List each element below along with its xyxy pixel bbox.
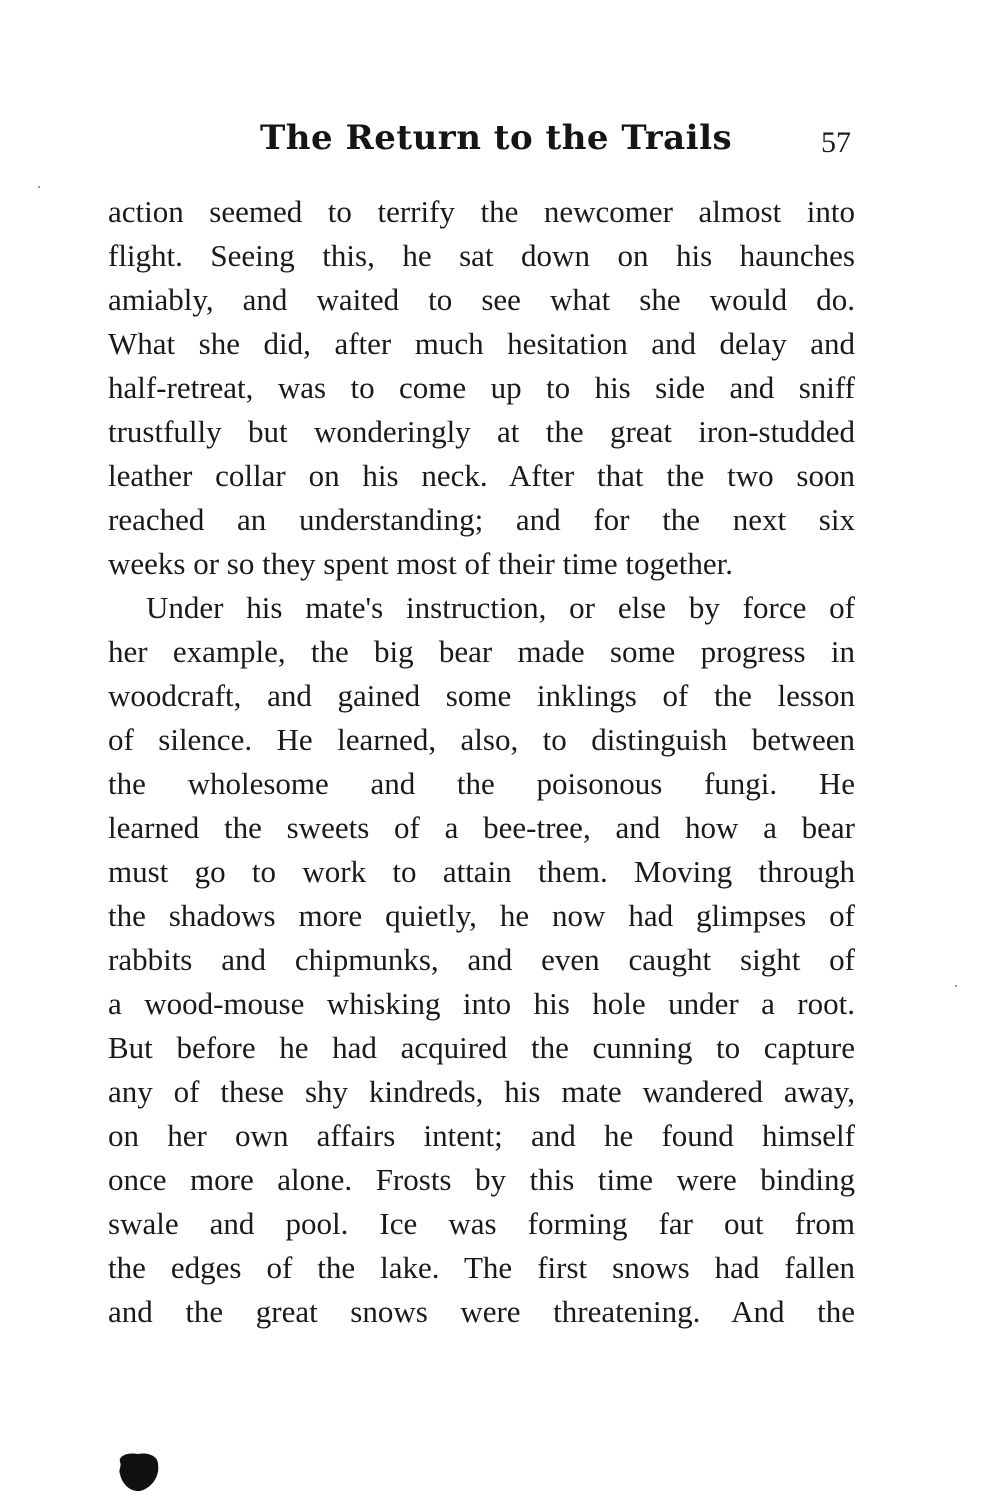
page-speck <box>955 985 957 987</box>
text-line: any of these shy kindreds, his mate wandered away, <box>108 1074 855 1109</box>
text-line: leather collar on his neck. After that the two soon <box>108 458 855 493</box>
text-line: amiably, and waited to see what she would do. <box>108 282 855 317</box>
text-line: once more alone. Frosts by this time were binding <box>108 1162 855 1197</box>
text-line: of silence. He learned, also, to distinguish between <box>108 722 855 757</box>
running-title: The Return to the Trails <box>260 118 733 158</box>
text-line: flight. Seeing this, he sat down on his haunches <box>108 238 855 273</box>
text-line: her example, the big bear made some progress in <box>108 634 855 669</box>
text-line: a wood-mouse whisking into his hole under a root. <box>108 986 855 1021</box>
text-line: But before he had acquired the cunning to capture <box>108 1030 855 1065</box>
text-line: half-retreat, was to come up to his side and sniff <box>108 370 855 405</box>
ink-blot-mark <box>116 1452 160 1492</box>
body-text <box>108 190 855 1334</box>
text-line: the wholesome and the poisonous fungi. He <box>108 766 855 801</box>
text-line: woodcraft, and gained some inklings of the lesson <box>108 678 855 713</box>
text-line: must go to work to attain them. Moving through <box>108 854 855 889</box>
text-line: action seemed to terrify the newcomer almost into <box>108 194 855 229</box>
page-speck <box>38 186 40 188</box>
text-line: on her own affairs intent; and he found himself <box>108 1118 855 1153</box>
running-head <box>108 118 855 168</box>
text-line: Under his mate's instruction, or else by force of <box>146 590 855 625</box>
text-line: swale and pool. Ice was forming far out from <box>108 1206 855 1241</box>
text-line: trustfully but wonderingly at the great iron-studded <box>108 414 855 449</box>
text-line: the shadows more quietly, he now had glimpses of <box>108 898 855 933</box>
text-line: rabbits and chipmunks, and even caught sight of <box>108 942 855 977</box>
text-line: weeks or so they spent most of their time together. <box>108 546 734 581</box>
text-line: and the great snows were threatening. And the <box>108 1294 855 1329</box>
text-line: learned the sweets of a bee-tree, and how a bear <box>108 810 855 845</box>
paragraph-2 <box>108 586 855 1334</box>
paragraph-1 <box>108 190 855 586</box>
text-line: What she did, after much hesitation and delay and <box>108 326 855 361</box>
text-line: reached an understanding; and for the next six <box>108 502 855 537</box>
page-number: 57 <box>821 126 851 159</box>
text-line: the edges of the lake. The first snows had fallen <box>108 1250 855 1285</box>
